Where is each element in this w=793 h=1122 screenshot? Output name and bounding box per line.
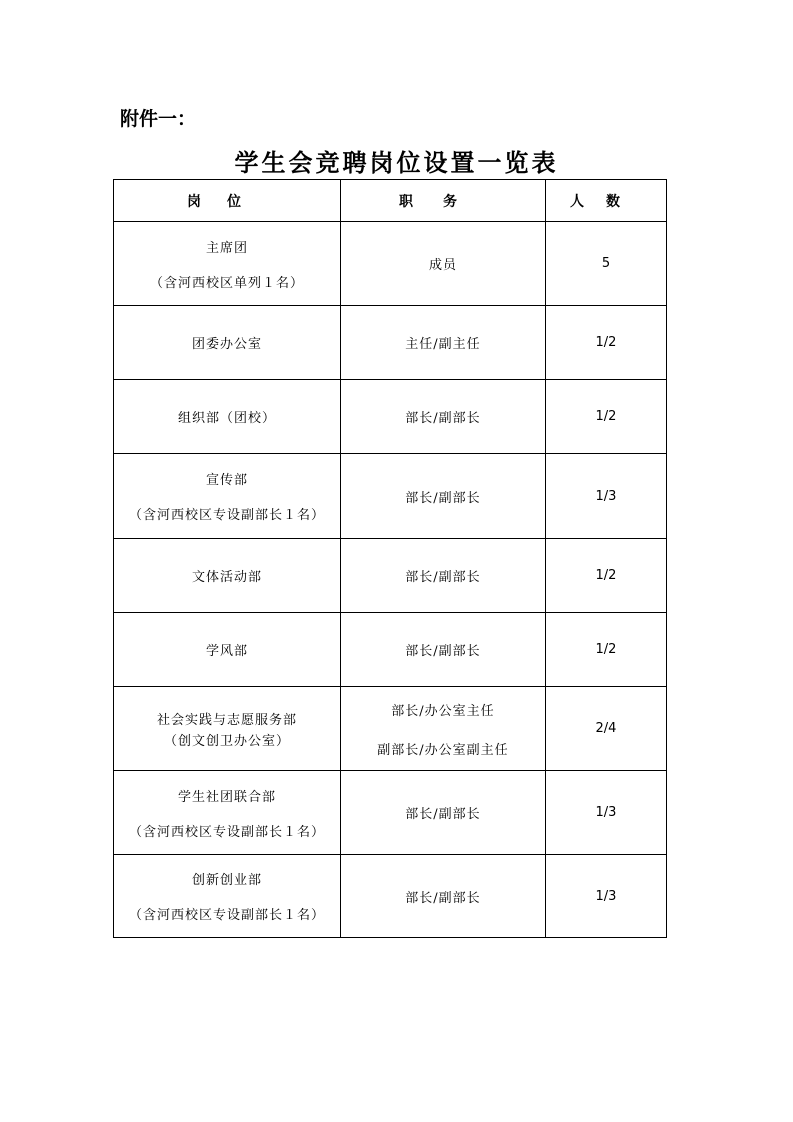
position-name: 团委办公室	[191, 337, 262, 352]
position-name: 文体活动部	[191, 570, 262, 585]
duty-text: 主任/副主任	[405, 337, 481, 352]
header-duty: 职务	[341, 180, 546, 222]
count-cell: 2/4	[546, 687, 667, 771]
position-name: 组织部（团校）	[177, 411, 276, 426]
duty-text: 部长/副部长	[405, 890, 481, 906]
duty-cell	[341, 771, 546, 855]
table-row	[114, 222, 667, 306]
position-cell	[114, 454, 341, 539]
duty-text: 部长/副部长	[405, 490, 481, 506]
count-cell: 1/2	[546, 539, 667, 613]
annex-label: 附件一：	[120, 108, 197, 130]
position-note: （含河西校区专设副部长１名）	[128, 908, 325, 923]
duty-cell	[341, 539, 546, 613]
duty-text: 部长/办公室主任	[391, 703, 495, 719]
position-note: （含河西校区专设副部长１名）	[128, 824, 325, 840]
table-header-row	[114, 180, 667, 222]
count-cell: 1/2	[546, 306, 667, 380]
position-note: （创文创卫办公室）	[163, 733, 290, 749]
position-cell	[114, 380, 341, 454]
header-count: 人数	[546, 180, 667, 222]
position-cell	[114, 222, 341, 306]
document-title: 学生会竞聘岗位设置一览表	[234, 148, 559, 177]
duty-cell	[341, 454, 546, 539]
duty-text: 部长/副部长	[405, 411, 481, 426]
duty-text: 部长/副部长	[405, 807, 481, 822]
duty-cell	[341, 306, 546, 380]
position-cell	[114, 306, 341, 380]
duty-cell	[341, 380, 546, 454]
table-row	[114, 855, 667, 938]
position-cell	[114, 539, 341, 613]
count-cell: 5	[546, 222, 667, 306]
position-name: 学生社团联合部	[177, 789, 276, 805]
position-name: 主席团	[205, 240, 248, 256]
duty-cell	[341, 687, 546, 771]
duty-text: 成员	[428, 258, 457, 273]
position-cell	[114, 687, 341, 771]
count-cell: 1/2	[546, 613, 667, 687]
position-cell	[114, 613, 341, 687]
position-note: （含河西校区单列１名）	[149, 275, 304, 291]
position-name: 创新创业部	[191, 873, 262, 888]
header-position: 岗位	[114, 180, 341, 222]
count-cell: 1/3	[546, 771, 667, 855]
duty-text: 部长/副部长	[405, 570, 481, 585]
table-row	[114, 306, 667, 380]
position-name: 学风部	[205, 644, 248, 659]
position-note: （含河西校区专设副部长１名）	[128, 508, 325, 523]
duty-cell	[341, 855, 546, 938]
positions-table	[113, 179, 667, 938]
duty-text-secondary: 副部长/办公室副主任	[377, 742, 509, 758]
duty-cell	[341, 222, 546, 306]
table-row	[114, 687, 667, 771]
table-row	[114, 771, 667, 855]
table-row	[114, 380, 667, 454]
duty-cell	[341, 613, 546, 687]
table-row	[114, 539, 667, 613]
count-cell: 1/3	[546, 855, 667, 938]
position-name: 宣传部	[205, 473, 248, 488]
position-cell	[114, 855, 341, 938]
count-cell: 1/2	[546, 380, 667, 454]
position-cell	[114, 771, 341, 855]
duty-text: 部长/副部长	[405, 644, 481, 659]
count-cell: 1/3	[546, 454, 667, 539]
position-name: 社会实践与志愿服务部	[156, 712, 297, 728]
table-row	[114, 613, 667, 687]
table-row	[114, 454, 667, 539]
